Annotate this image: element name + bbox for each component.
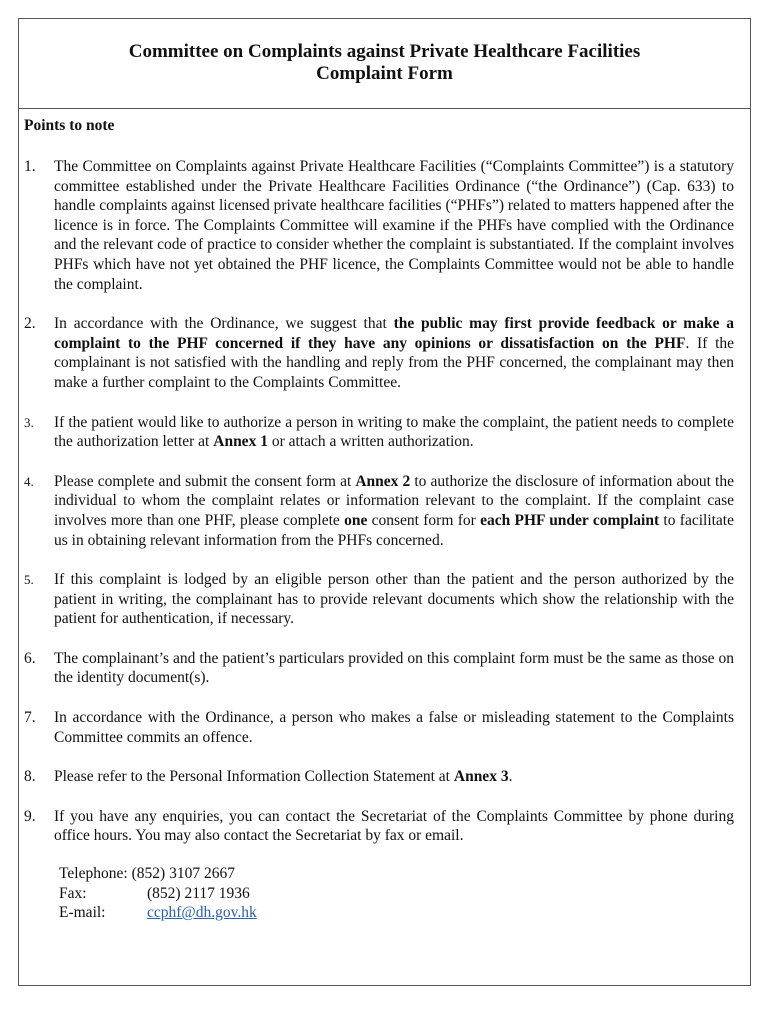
point-number: 6. [24, 649, 36, 667]
form-subtitle: Complaint Form [316, 63, 453, 84]
point-number: 5. [24, 572, 34, 588]
point-item-1 [24, 157, 734, 294]
point-text: In accordance with the Ordinance, a person who makes a false or misleading statement to the Complaints Committee commits an offence. [54, 709, 734, 746]
point-number: 7. [24, 709, 36, 727]
point-text: In accordance with the Ordinance, we suggest that the public may first provide feedback or make a complaint to the PHF concerned if they have any opinions or dissatisfaction on the PHF. If the complainant is not satisfied with the handling and reply from the PHF concerned, the complainant may then make a further complaint to the Complaints Committee. [54, 315, 734, 391]
point-number: 2. [24, 315, 36, 333]
point-item-2 [24, 314, 734, 392]
point-item-7 [24, 708, 734, 747]
point-item-4 [24, 472, 734, 550]
point-text: The Committee on Complaints against Private Healthcare Facilities (“Complaints Committee”) is a statutory committee established under the Private Healthcare Facilities Ordinance (“the Ordinance”) (Cap. 633) to handle complaints against licensed private healthcare facilities (“PHFs”) related to matters happened after the licence is in force. The Complaints Committee will examine if the PHFs have complied with the Ordinance and the relevant code of practice to consider whether the complaint is substantiated. If the complaint involves PHFs which have not yet obtained the PHF licence, the Complaints Committee would not be able to handle the complaint. [54, 158, 734, 293]
form-title: Committee on Complaints against Private Healthcare Facilities [128, 41, 641, 62]
fax-label: Fax: [59, 884, 87, 902]
point-number: 8. [24, 768, 36, 786]
contact-telephone [59, 864, 734, 884]
form-header [19, 19, 750, 109]
points-section [19, 117, 750, 923]
point-number: 4. [24, 473, 34, 489]
point-item-5 [24, 570, 734, 629]
telephone-label: Telephone: [59, 865, 128, 883]
point-text: If this complaint is lodged by an eligible person other than the patient and the person authorized by the patient in writing, the complainant has to provide relevant documents which show the relationship with the patient for authentication, if necessary. [54, 571, 734, 628]
contact-block [59, 864, 734, 923]
fax-value: (852) 2117 1936 [147, 884, 250, 902]
point-item-3 [24, 413, 734, 452]
point-number: 9. [24, 807, 36, 825]
point-text: Please refer to the Personal Information Collection Statement at Annex 3. [54, 768, 513, 786]
telephone-value: (852) 3107 2667 [131, 865, 235, 883]
point-item-9 [24, 807, 734, 846]
form-frame [18, 18, 751, 986]
point-text: Please complete and submit the consent form at Annex 2 to authorize the disclosure of information about the individual to whom the complaint relates or information relevant to the complaint. If the complaint case involves more than one PHF, please complete one consent form for each PHF under complaint to facilitate us in obtaining relevant information from the PHFs concerned. [54, 472, 734, 549]
email-link[interactable]: ccphf@dh.gov.hk [147, 904, 257, 922]
contact-email [59, 903, 734, 923]
point-text: If you have any enquiries, you can contact the Secretariat of the Complaints Committee by phone during office hours. You may also contact the Secretariat by fax or email. [54, 807, 734, 845]
contact-fax [59, 884, 734, 904]
points-heading: Points to note [24, 117, 115, 134]
point-item-8 [24, 767, 734, 787]
point-number: 1. [24, 158, 36, 175]
point-item-6 [24, 649, 734, 688]
email-label: E-mail: [59, 904, 106, 922]
point-text: The complainant’s and the patient’s particulars provided on this complaint form must be the same as those on the identity document(s). [54, 649, 734, 687]
point-number: 3. [24, 414, 34, 430]
point-text: If the patient would like to authorize a person in writing to make the complaint, the patient needs to complete the authorization letter at Annex 1 or attach a written authorization. [54, 413, 734, 451]
